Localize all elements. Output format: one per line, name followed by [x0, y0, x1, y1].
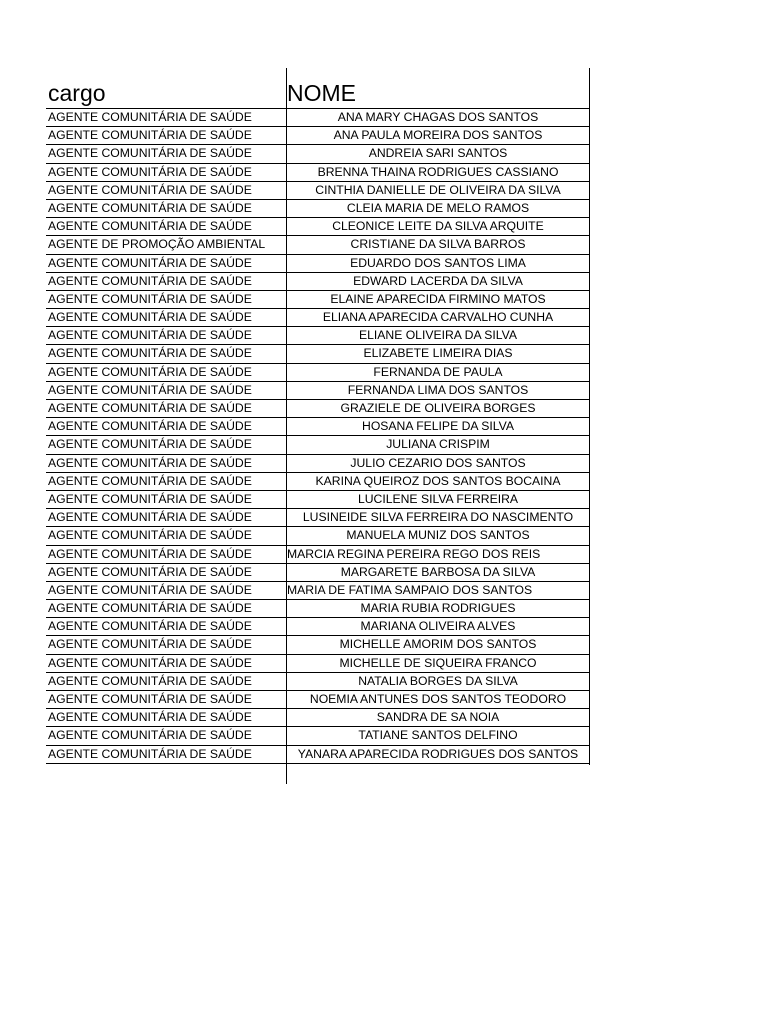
cell-cargo[interactable]: AGENTE COMUNITÁRIA DE SAÚDE: [48, 437, 252, 452]
cell-cargo[interactable]: AGENTE COMUNITÁRIA DE SAÚDE: [48, 510, 252, 525]
cell-cargo[interactable]: AGENTE COMUNITÁRIA DE SAÚDE: [48, 401, 252, 415]
cell-nome[interactable]: ELIANE OLIVEIRA DA SILVA: [358, 328, 518, 343]
table-row: [46, 655, 590, 673]
table-row: [46, 200, 590, 218]
table-row: [46, 509, 590, 527]
table-row: [46, 109, 590, 127]
table-row: [46, 327, 590, 345]
cell-cargo[interactable]: AGENTE COMUNITÁRIA DE SAÚDE: [48, 346, 252, 361]
cell-nome[interactable]: TATIANE SANTOS DELFINO: [358, 728, 518, 743]
cell-nome[interactable]: ELIZABETE LIMEIRA DIAS: [363, 346, 513, 361]
cell-cargo[interactable]: AGENTE COMUNITÁRIA DE SAÚDE: [48, 746, 252, 761]
cell-nome[interactable]: ANDREIA SARI SANTOS: [368, 146, 508, 161]
table-row: [46, 673, 590, 691]
table-body: [46, 109, 590, 764]
cell-cargo[interactable]: AGENTE COMUNITÁRIA DE SAÚDE: [48, 473, 252, 488]
cell-nome[interactable]: EDUARDO DOS SANTOS LIMA: [350, 255, 526, 270]
table-row: [46, 582, 590, 600]
cell-cargo[interactable]: AGENTE COMUNITÁRIA DE SAÚDE: [48, 219, 252, 234]
cell-nome[interactable]: MARGARETE BARBOSA DA SILVA: [340, 564, 536, 579]
cell-cargo[interactable]: AGENTE COMUNITÁRIA DE SAÚDE: [48, 655, 252, 670]
table-row: [46, 691, 590, 709]
cell-nome[interactable]: ELAINE APARECIDA FIRMINO MATOS: [330, 291, 546, 306]
cell-cargo[interactable]: AGENTE COMUNITÁRIA DE SAÚDE: [48, 273, 252, 288]
cell-cargo[interactable]: AGENTE COMUNITÁRIA DE SAÚDE: [48, 582, 252, 597]
header-nome[interactable]: NOME: [287, 80, 356, 106]
table-row: [46, 400, 590, 418]
cell-nome[interactable]: YANARA APARECIDA RODRIGUES DOS SANTOS: [297, 746, 579, 761]
cell-nome[interactable]: GRAZIELE DE OLIVEIRA BORGES: [340, 401, 536, 415]
cell-nome[interactable]: NATALIA BORGES DA SILVA: [358, 673, 518, 688]
cell-cargo[interactable]: AGENTE COMUNITÁRIA DE SAÚDE: [48, 255, 252, 270]
cell-nome[interactable]: BRENNA THAINA RODRIGUES CASSIANO: [317, 164, 559, 179]
cell-nome[interactable]: ANA MARY CHAGAS DOS SANTOS: [337, 110, 539, 124]
cell-cargo[interactable]: AGENTE COMUNITÁRIA DE SAÚDE: [48, 692, 252, 706]
table-row: [46, 527, 590, 545]
spreadsheet-table: [46, 70, 590, 764]
cell-nome[interactable]: KARINA QUEIROZ DOS SANTOS BOCAINA: [315, 473, 561, 488]
cell-cargo[interactable]: AGENTE DE PROMOÇÃO AMBIENTAL: [48, 237, 266, 252]
table-row: [46, 236, 590, 254]
cell-nome[interactable]: MARIANA OLIVEIRA ALVES: [360, 619, 516, 634]
cell-nome[interactable]: CINTHIA DANIELLE DE OLIVEIRA DA SILVA: [315, 182, 561, 197]
cell-nome[interactable]: MICHELLE DE SIQUEIRA FRANCO: [339, 655, 537, 670]
cell-cargo[interactable]: AGENTE COMUNITÁRIA DE SAÚDE: [48, 710, 252, 725]
cell-nome[interactable]: FERNANDA LIMA DOS SANTOS: [347, 382, 529, 397]
cell-nome[interactable]: MARIA RUBIA RODRIGUES: [360, 601, 516, 616]
cell-nome[interactable]: MANUELA MUNIZ DOS SANTOS: [346, 528, 530, 543]
table-row: [46, 164, 590, 182]
cell-cargo[interactable]: AGENTE COMUNITÁRIA DE SAÚDE: [48, 619, 252, 634]
cell-nome[interactable]: CLEONICE LEITE DA SILVA ARQUITE: [332, 219, 544, 234]
header-cargo[interactable]: cargo: [48, 80, 106, 106]
table-row: [46, 364, 590, 382]
cell-cargo[interactable]: AGENTE COMUNITÁRIA DE SAÚDE: [48, 146, 252, 161]
cell-nome[interactable]: NOEMIA ANTUNES DOS SANTOS TEODORO: [309, 692, 567, 706]
cell-cargo[interactable]: AGENTE COMUNITÁRIA DE SAÚDE: [48, 673, 252, 688]
table-row: [46, 455, 590, 473]
cell-cargo[interactable]: AGENTE COMUNITÁRIA DE SAÚDE: [48, 546, 252, 561]
table-row: [46, 345, 590, 363]
cell-cargo[interactable]: AGENTE COMUNITÁRIA DE SAÚDE: [48, 637, 252, 652]
cell-cargo[interactable]: AGENTE COMUNITÁRIA DE SAÚDE: [48, 455, 252, 470]
cell-nome[interactable]: SANDRA DE SA NOIA: [376, 710, 500, 725]
cell-nome[interactable]: HOSANA FELIPE DA SILVA: [362, 419, 514, 434]
cell-cargo[interactable]: AGENTE COMUNITÁRIA DE SAÚDE: [48, 419, 252, 434]
table-row: [46, 564, 590, 582]
cell-nome[interactable]: FERNANDA DE PAULA: [373, 364, 503, 379]
cell-cargo[interactable]: AGENTE COMUNITÁRIA DE SAÚDE: [48, 110, 252, 124]
table-row: [46, 218, 590, 236]
cell-nome[interactable]: MARIA DE FATIMA SAMPAIO DOS SANTOS: [287, 582, 533, 597]
table-row: [46, 546, 590, 564]
table-row: [46, 600, 590, 618]
cell-nome[interactable]: JULIO CEZARIO DOS SANTOS: [350, 455, 526, 470]
cell-cargo[interactable]: AGENTE COMUNITÁRIA DE SAÚDE: [48, 491, 252, 506]
cell-cargo[interactable]: AGENTE COMUNITÁRIA DE SAÚDE: [48, 310, 252, 325]
table-row: [46, 182, 590, 200]
cell-nome[interactable]: CLEIA MARIA DE MELO RAMOS: [346, 200, 530, 215]
cell-cargo[interactable]: AGENTE COMUNITÁRIA DE SAÚDE: [48, 728, 252, 743]
cell-cargo[interactable]: AGENTE COMUNITÁRIA DE SAÚDE: [48, 528, 252, 543]
cell-nome[interactable]: LUSINEIDE SILVA FERREIRA DO NASCIMENTO: [302, 510, 574, 525]
cell-cargo[interactable]: AGENTE COMUNITÁRIA DE SAÚDE: [48, 328, 252, 343]
cell-cargo[interactable]: AGENTE COMUNITÁRIA DE SAÚDE: [48, 382, 252, 397]
cell-nome[interactable]: CRISTIANE DA SILVA BARROS: [350, 237, 526, 252]
cell-cargo[interactable]: AGENTE COMUNITÁRIA DE SAÚDE: [48, 128, 252, 143]
table-header-row: [46, 70, 590, 109]
cell-nome[interactable]: MICHELLE AMORIM DOS SANTOS: [339, 637, 537, 652]
table-row: [46, 436, 590, 454]
cell-cargo[interactable]: AGENTE COMUNITÁRIA DE SAÚDE: [48, 200, 252, 215]
cell-cargo[interactable]: AGENTE COMUNITÁRIA DE SAÚDE: [48, 364, 252, 379]
table-row: [46, 746, 590, 764]
cell-cargo[interactable]: AGENTE COMUNITÁRIA DE SAÚDE: [48, 164, 252, 179]
table-row: [46, 709, 590, 727]
table-row: [46, 473, 590, 491]
table-row: [46, 145, 590, 163]
table-row: [46, 255, 590, 273]
cell-nome[interactable]: MARCIA REGINA PEREIRA REGO DOS REIS: [287, 546, 541, 561]
table-row: [46, 636, 590, 654]
cell-nome[interactable]: JULIANA CRISPIM: [386, 437, 490, 452]
cell-nome[interactable]: ELIANA APARECIDA CARVALHO CUNHA: [322, 310, 554, 325]
table-row: [46, 618, 590, 636]
table-row: [46, 291, 590, 309]
cell-nome[interactable]: EDWARD LACERDA DA SILVA: [353, 273, 523, 288]
cell-nome[interactable]: LUCILENE SILVA FERREIRA: [357, 491, 519, 506]
table-row: [46, 382, 590, 400]
table-row: [46, 727, 590, 745]
cell-nome[interactable]: ANA PAULA MOREIRA DOS SANTOS: [333, 128, 543, 143]
cell-cargo[interactable]: AGENTE COMUNITÁRIA DE SAÚDE: [48, 182, 252, 197]
table-row: [46, 273, 590, 291]
table-row: [46, 418, 590, 436]
table-row: [46, 491, 590, 509]
cell-cargo[interactable]: AGENTE COMUNITÁRIA DE SAÚDE: [48, 601, 252, 616]
cell-cargo[interactable]: AGENTE COMUNITÁRIA DE SAÚDE: [48, 291, 252, 306]
table-row: [46, 127, 590, 145]
table-row: [46, 309, 590, 327]
cell-cargo[interactable]: AGENTE COMUNITÁRIA DE SAÚDE: [48, 564, 252, 579]
